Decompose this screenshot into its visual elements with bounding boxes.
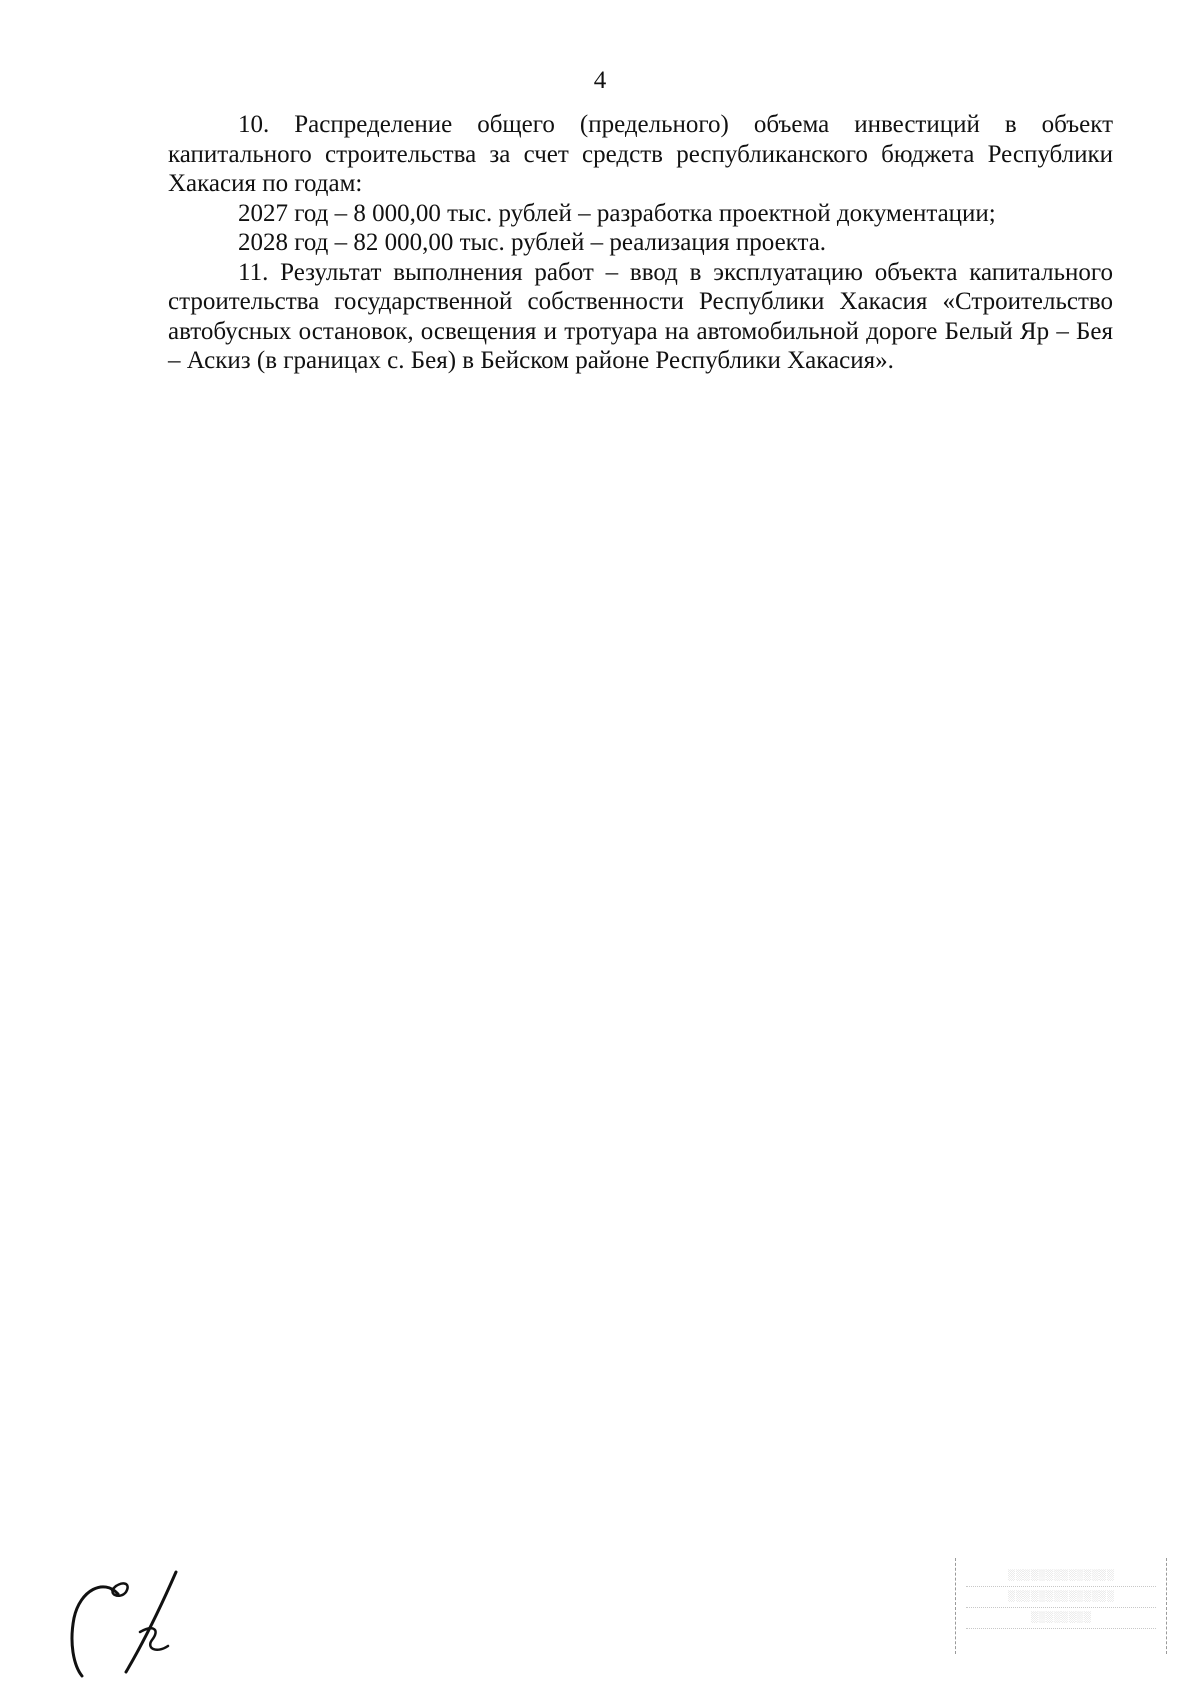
document-body [168, 110, 1113, 376]
stamp-line-1: ░░░░░░░░░░░░░░ [966, 1566, 1156, 1587]
line-year-2028: 2028 год – 82 000,00 тыс. рублей – реализация проекта. [238, 229, 827, 256]
page-number: 4 [593, 67, 607, 94]
signature-stroke-left [72, 1587, 118, 1676]
stamp-icon [955, 1558, 1167, 1654]
stamp-line-2: ░░░░░░░░░░░░░░ [966, 1587, 1156, 1608]
stamp-line-3: ░░░░░░░░ [966, 1608, 1156, 1629]
paragraph-item-10: 10. Распределение общего (предельного) объема инвестиций в объект капитального строительства за счет средств республиканского бюджета Республики Хакасия по годам: [168, 111, 1113, 197]
signature-stroke-diagonal [126, 1572, 176, 1672]
line-year-2027: 2027 год – 8 000,00 тыс. рублей – разработка проектной документации; [238, 199, 996, 227]
paragraph-item-11: 11. Результат выполнения работ – ввод в эксплуатацию объекта капитального строительства государственной собственности Республики Хакасия «Строительство автобусных остановок, освещения и тротуара на автомобильной дороге Белый Яр – Бея – Аскиз (в границах с. Бея) в Бейском районе Республики Хакасия». [168, 258, 1113, 374]
signature-icon [60, 1560, 220, 1680]
